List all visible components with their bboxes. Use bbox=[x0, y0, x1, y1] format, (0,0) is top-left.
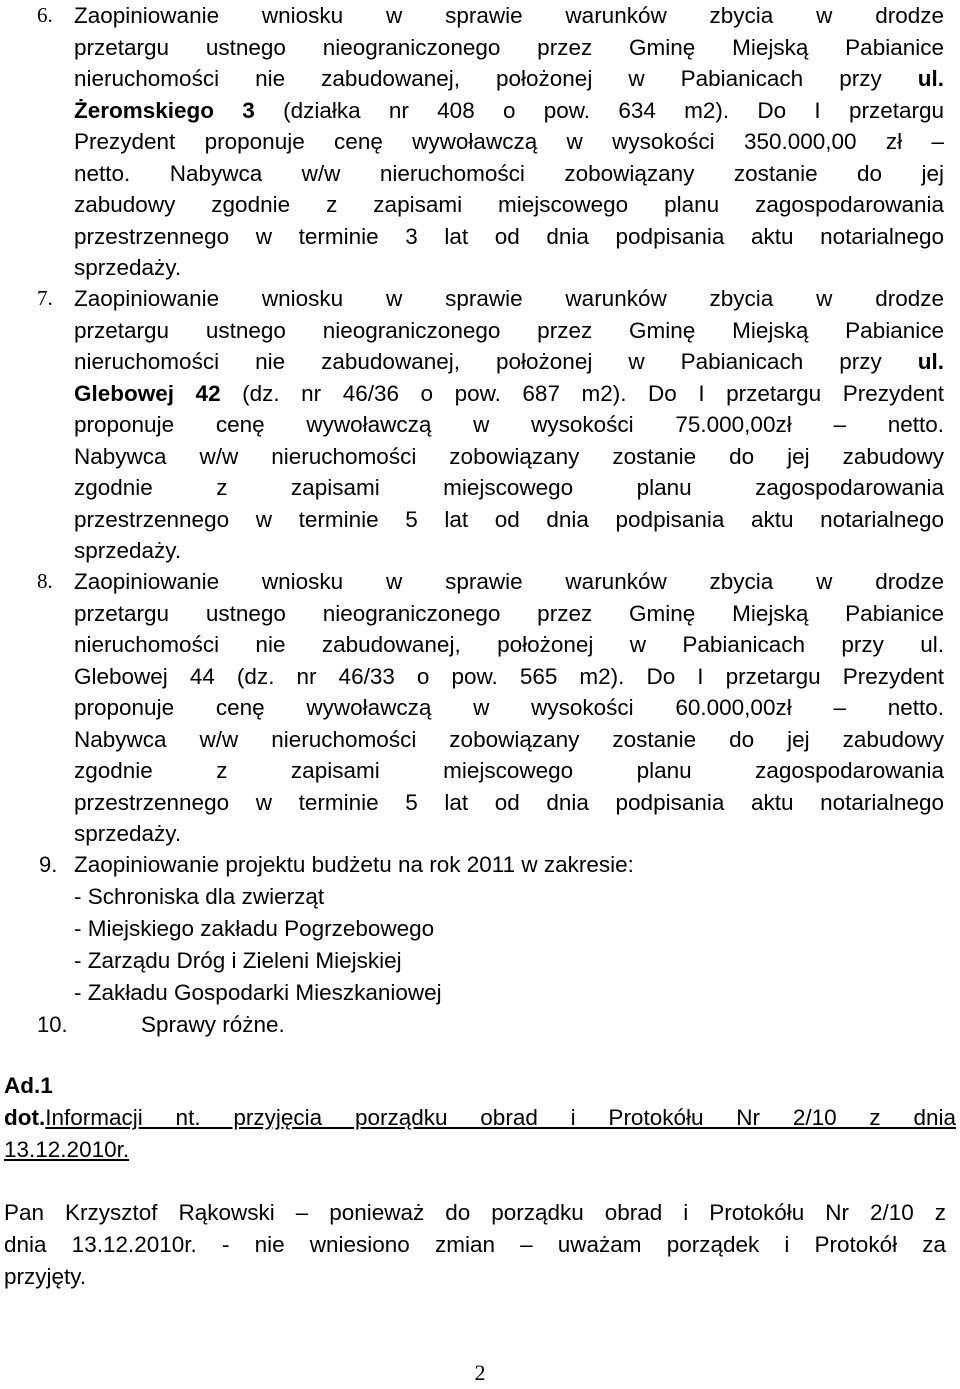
item-line: zabudowy zgodnie z zapisami miejscowego planu zagospodarowania bbox=[74, 192, 944, 217]
item-line: sprzedaży. bbox=[74, 821, 182, 846]
bold-street-name: Żeromskiego 3 bbox=[74, 97, 255, 123]
item-line: zgodnie z zapisami miejscowego planu zagospodarowania bbox=[74, 475, 944, 500]
item-line: Sprawy różne. bbox=[141, 1012, 285, 1037]
item-number: 8. bbox=[37, 569, 53, 593]
item-line: Zaopiniowanie wniosku w sprawie warunków zbycia w drodze bbox=[74, 286, 944, 311]
budget-scope-item: - Miejskiego zakładu Pogrzebowego bbox=[74, 916, 435, 941]
budget-scope-item: - Zarządu Dróg i Zieleni Miejskiej bbox=[74, 948, 402, 973]
item-line: przetargu ustnego nieograniczonego przez Gminę Miejską Pabianice bbox=[74, 34, 944, 60]
item-number: 7. bbox=[37, 286, 53, 310]
page-number: 2 bbox=[474, 1360, 486, 1385]
item-line: proponuje cenę wywoławczą w wysokości 60.000,00zł – netto. bbox=[74, 695, 944, 720]
item-number: 10. bbox=[37, 1012, 68, 1037]
bold-address: Glebowej 42 bbox=[74, 380, 221, 406]
item-line: sprzedaży. bbox=[74, 538, 182, 563]
item-line: nieruchomości nie zabudowanej, położonej w Pabianicach przy ul. bbox=[74, 632, 944, 657]
section-subject bbox=[4, 1102, 956, 1134]
item-line: Prezydent proponuje cenę wywoławczą w wysokości 350.000,00 zł – bbox=[74, 129, 944, 154]
item-line: Zaopiniowanie wniosku w sprawie warunków zbycia w drodze bbox=[74, 3, 944, 28]
paragraph-line: Pan Krzysztof Rąkowski – ponieważ do porządku obrad i Protokółu Nr 2/10 z bbox=[4, 1200, 946, 1225]
item-line: Nabywca w/w nieruchomości zobowiązany zostanie do jej zabudowy bbox=[74, 443, 944, 469]
item-line: proponuje cenę wywoławczą w wysokości 75.000,00zł – netto. bbox=[74, 412, 944, 437]
budget-scope-item: - Zakładu Gospodarki Mieszkaniowej bbox=[74, 980, 442, 1005]
subject-text: Informacji nt. przyjęcia porządku obrad i Protokółu Nr 2/10 z dnia bbox=[45, 1105, 956, 1130]
item-line bbox=[74, 63, 944, 95]
item-number: 6. bbox=[37, 3, 53, 27]
bold-address: ul. bbox=[917, 349, 944, 374]
paragraph-line: dnia 13.12.2010r. - nie wniesiono zmian – uważam porządek i Protokół za bbox=[4, 1232, 946, 1257]
item-line: nieruchomości nie zabudowanej, położonej w Pabianicach przy ul. bbox=[74, 349, 944, 374]
item-line: przetargu ustnego nieograniczonego przez Gminę Miejską Pabianice bbox=[74, 317, 944, 343]
item-line: Zaopiniowanie projektu budżetu na rok 2011 w zakresie: bbox=[74, 852, 634, 877]
subject-prefix: dot. bbox=[4, 1105, 46, 1130]
item-line: przestrzennego w terminie 5 lat od dnia podpisania aktu notarialnego bbox=[74, 789, 944, 815]
item-line: Nabywca w/w nieruchomości zobowiązany zostanie do jej zabudowy bbox=[74, 726, 944, 752]
item-line: Glebowej 42 (dz. nr 46/36 o pow. 687 m2). Do I przetargu Prezydent bbox=[74, 380, 944, 406]
bold-street-prefix: ul. bbox=[917, 66, 944, 91]
item-line: zgodnie z zapisami miejscowego planu zagospodarowania bbox=[74, 758, 944, 783]
paragraph-line: przyjęty. bbox=[4, 1264, 87, 1289]
budget-scope-item: - Schroniska dla zwierząt bbox=[74, 884, 325, 909]
item-line: Żeromskiego 3 (działka nr 408 o pow. 634 m2). Do I przetargu bbox=[74, 97, 944, 123]
item-line: Glebowej 44 (dz. nr 46/33 o pow. 565 m2). Do I przetargu Prezydent bbox=[74, 663, 944, 689]
section-heading: Ad.1 bbox=[4, 1073, 53, 1098]
item-line: netto. Nabywca w/w nieruchomości zobowiązany zostanie do jej bbox=[74, 160, 944, 186]
item-line: przestrzennego w terminie 5 lat od dnia podpisania aktu notarialnego bbox=[74, 506, 944, 532]
item-line: Zaopiniowanie wniosku w sprawie warunków zbycia w drodze bbox=[74, 569, 944, 594]
item-line: przetargu ustnego nieograniczonego przez Gminę Miejską Pabianice bbox=[74, 600, 944, 626]
item-line: sprzedaży. bbox=[74, 255, 182, 280]
subject-date: 13.12.2010r. bbox=[4, 1137, 130, 1162]
item-number: 9. bbox=[39, 852, 58, 877]
item-line: przestrzennego w terminie 3 lat od dnia podpisania aktu notarialnego bbox=[74, 223, 944, 249]
item-line-text: nieruchomości nie zabudowanej, położonej w Pabianicach przy bbox=[74, 66, 882, 91]
